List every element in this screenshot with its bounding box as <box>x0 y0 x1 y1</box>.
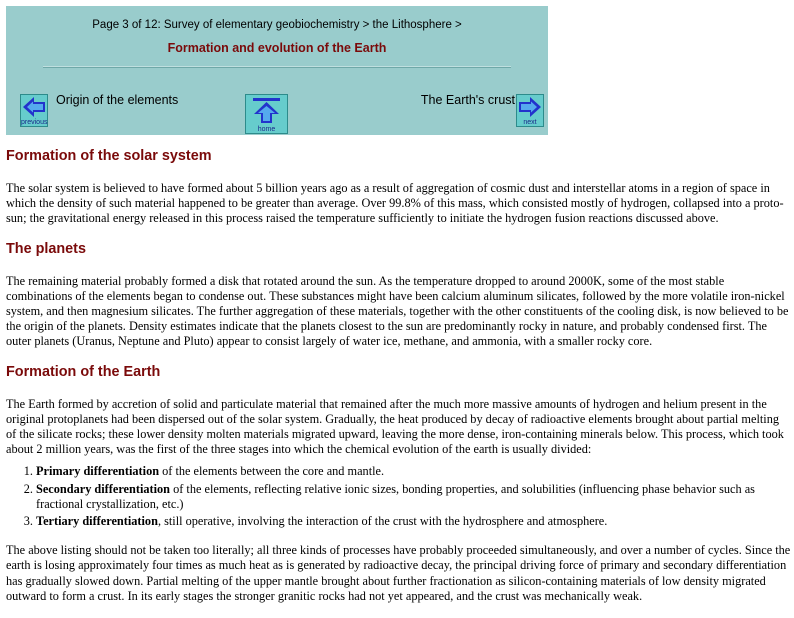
heading-solar-system: Formation of the solar system <box>6 148 212 164</box>
nav-divider <box>43 66 511 68</box>
next-page-link[interactable]: The Earth's crust <box>420 93 515 107</box>
list-text: of the elements between the core and mantle. <box>159 464 385 479</box>
previous-page-link[interactable]: Origin of the elements <box>56 93 179 107</box>
previous-button[interactable] <box>20 94 48 127</box>
page-title: Formation and evolution of the Earth <box>167 41 387 55</box>
paragraph-formation-earth: The Earth formed by accretion of solid and particulate material that remained after the much more massive amounts of hydrogen and helium present in the original protoplanets had been dispersed out of the solar system. Gradually, the heat produced by decay of radioactive elements brought about partial melting of the silicate rocks; these lower density molten materials migrated upward, leaving the more dense, iron-containing minerals below. This process, which took about 2 million years, was the first of the three stages into which the chemical evolution of the earth is usually divided: <box>6 396 784 457</box>
home-up-arrow-icon <box>246 95 287 125</box>
next-caption: next <box>523 119 537 126</box>
list-text: of the elements, reflecting relative ionic sizes, bonding properties, and solubilities (influencing phase behavior such as fractional crystallization, etc.) <box>36 481 755 511</box>
main-content <box>6 148 792 618</box>
paragraph-planets: The remaining material probably formed a disk that rotated around the sun. As the temperature dropped to around 2000K, some of the most stable combinations of the elements began to condense out. These substances might have been calcium aluminum silicates, followed by the more volatile iron-nickel system, and then magnesium silicates. The further aggregation of these materials, together with the other constituents of the cooling disk, is now believed to be the origin of the planets. Density estimates indicate that the planets closest to the sun are predominantly rocky in nature, and probably condensed first. The outer planets (Uranus, Neptune and Pluto) appear to consist largely of water ice, methane, and ammonia, with a smaller rocky core. <box>6 273 789 349</box>
list-item <box>36 514 792 529</box>
list-text: , still operative, involving the interaction of the crust with the hydrosphere and atmosphere. <box>157 514 608 529</box>
navigation-panel <box>6 6 548 135</box>
heading-formation-earth: Formation of the Earth <box>6 363 161 380</box>
next-button[interactable] <box>516 94 544 127</box>
home-caption: home <box>257 126 276 133</box>
heading-planets: The planets <box>6 240 86 257</box>
list-term: Secondary differentiation <box>36 481 171 496</box>
list-item <box>36 482 792 512</box>
previous-caption: previous <box>21 119 48 126</box>
list-item <box>36 464 792 479</box>
differentiation-list <box>6 464 792 529</box>
left-arrow-icon <box>21 95 47 119</box>
list-term: Primary differentiation <box>36 464 160 479</box>
breadcrumb[interactable]: Page 3 of 12: Survey of elementary geobiochemistry > the Lithosphere > <box>92 19 462 31</box>
home-button[interactable] <box>245 94 288 134</box>
paragraph-solar-system: The solar system is believed to have formed about 5 billion years ago as a result of aggregation of cosmic dust and interstellar atoms in a region of space in which the density of such material happened to be greater than average. Over 99.8% of this mass, which consisted mostly of hydrogen, collapsed into a proto-sun; the gravitational energy released in this process raised the temperature sufficiently to initiate the hydrogen fusion reactions discussed above. <box>6 181 784 226</box>
right-arrow-icon <box>517 95 543 119</box>
paragraph-listing-note: The above listing should not be taken too literally; all three kinds of processes have probably proceeded simultaneously, and over a number of cycles. Since the earth is losing approximately four times as much heat as is generated by radioactive decay, the principal driving force of primary and secondary differentiation has gradually slowed down. Partial melting of the upper mantle brought about further fractionation as silicon-containing materials of low density migrated outward to form a crust. In its early stages the stronger granitic rocks had not yet appeared, and the crust was mechanically weak. <box>6 543 791 603</box>
list-term: Tertiary differentiation <box>36 514 158 529</box>
